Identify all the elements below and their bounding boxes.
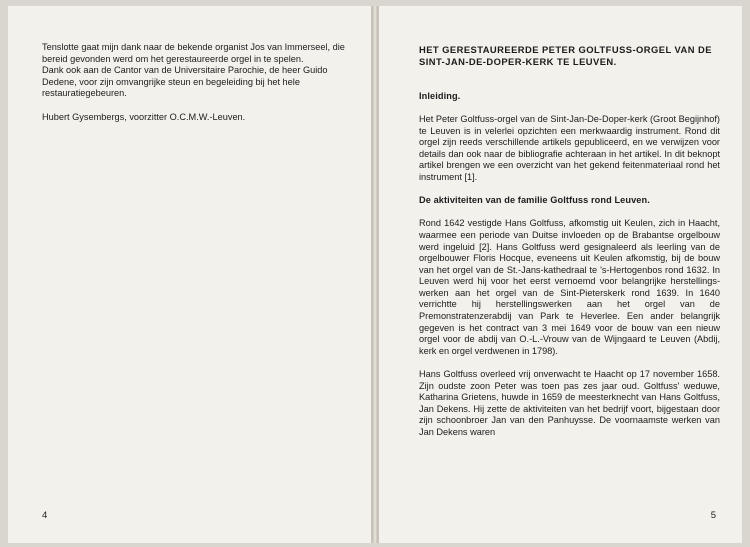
section-heading-inleiding: Inleiding.: [419, 90, 461, 101]
section-heading-aktiviteiten: De aktiviteiten van de familie Goltfuss rond Leuven.: [419, 195, 650, 206]
page-number-left: 4: [42, 510, 48, 521]
aktiviteiten-paragraph-2: Hans Goltfuss overleed vrij onverwacht te Haacht op 17 november 1658. Zijn oudste zoon Peter was toen pas zes jaar oud. Goltfuss' weduwe, Katharina Grietens, huwde in 1659 de meesterknecht van Hans Goltfuss, Jan Dekens. Hij zette de aktiviteiten van het bedrijf voort, bijgestaan door zijn schoonbroer Jan van den Panhuysse. De voornaamste werken van Jan Dekens waren: [419, 369, 720, 437]
right-page-text: [419, 44, 720, 439]
thanks-paragraph-2: Dank ook aan de Cantor van de Universitaire Parochie, de heer Guido Dedene, voor zijn omvangrijke steun en begeleiding bij het hele restauratiegebeuren.: [42, 65, 328, 99]
page-number-right: 5: [710, 510, 716, 521]
left-page: [8, 6, 372, 543]
inleiding-paragraph: Het Peter Goltfuss-orgel van de Sint-Jan-De-Doper-kerk (Groot Begijnhof) te Leuven is in velerlei opzichten een merkwaardig instrument. Rond dit orgel zijn reeds verschillende artikels gepubliceerd, en we verwijzen voor details dan ook naar de bibliografie achteraan in het artikel. In dit beknopt artikel brengen we een overzicht van het gekend feitenmateriaal rond het instrument [1].: [419, 113, 720, 182]
article-title: HET GERESTAUREERDE PETER GOLTFUSS-ORGEL VAN DE SINT-JAN-DE-DOPER-KERK TE LEUVEN.: [419, 44, 712, 67]
signature: Hubert Gysembergs, voorzitter O.C.M.W.-Leuven.: [42, 111, 246, 122]
left-page-text: [42, 42, 347, 123]
aktiviteiten-paragraph-1: Rond 1642 vestigde Hans Goltfuss, afkomstig uit Keulen, zich in Haacht, waarmee een periode van Duitse invloeden op de Brabantse orgelbouw werd ingeluid [2]. Hans Goltfuss werd gesignaleerd als leerling van de orgelbouwer Floris Hocque, eveneens uit Keulen afkomstig, bij de bouw van het orgel van de St.-Jans-kathedraal te 's-Hertogenbos rond 1632. In Leuven werd hij voor het eerst vernoemd voor belangrijke herstellings-werken aan het orgel van de Sint-Pieterskerk rond 1639. In 1640 verrichtte hij herstellingswerken aan het orgel van de Premonstratenzerabdij van Park te Heverlee. Een ander belangrijk gegeven is het contract van 3 mei 1649 voor de bouw van een nieuw orgel voor de abdij van O.-L.-Vrouw van de Wijngaard te Leuven (Abdij, kerk en orgel verdwenen in 1798).: [419, 218, 720, 356]
right-page: [378, 6, 742, 543]
thanks-paragraph-1: Tenslotte gaat mijn dank naar de bekende organist Jos van Immerseel, die bereid gevonden werd om het gerestaureerde orgel in te spelen.: [42, 42, 345, 64]
